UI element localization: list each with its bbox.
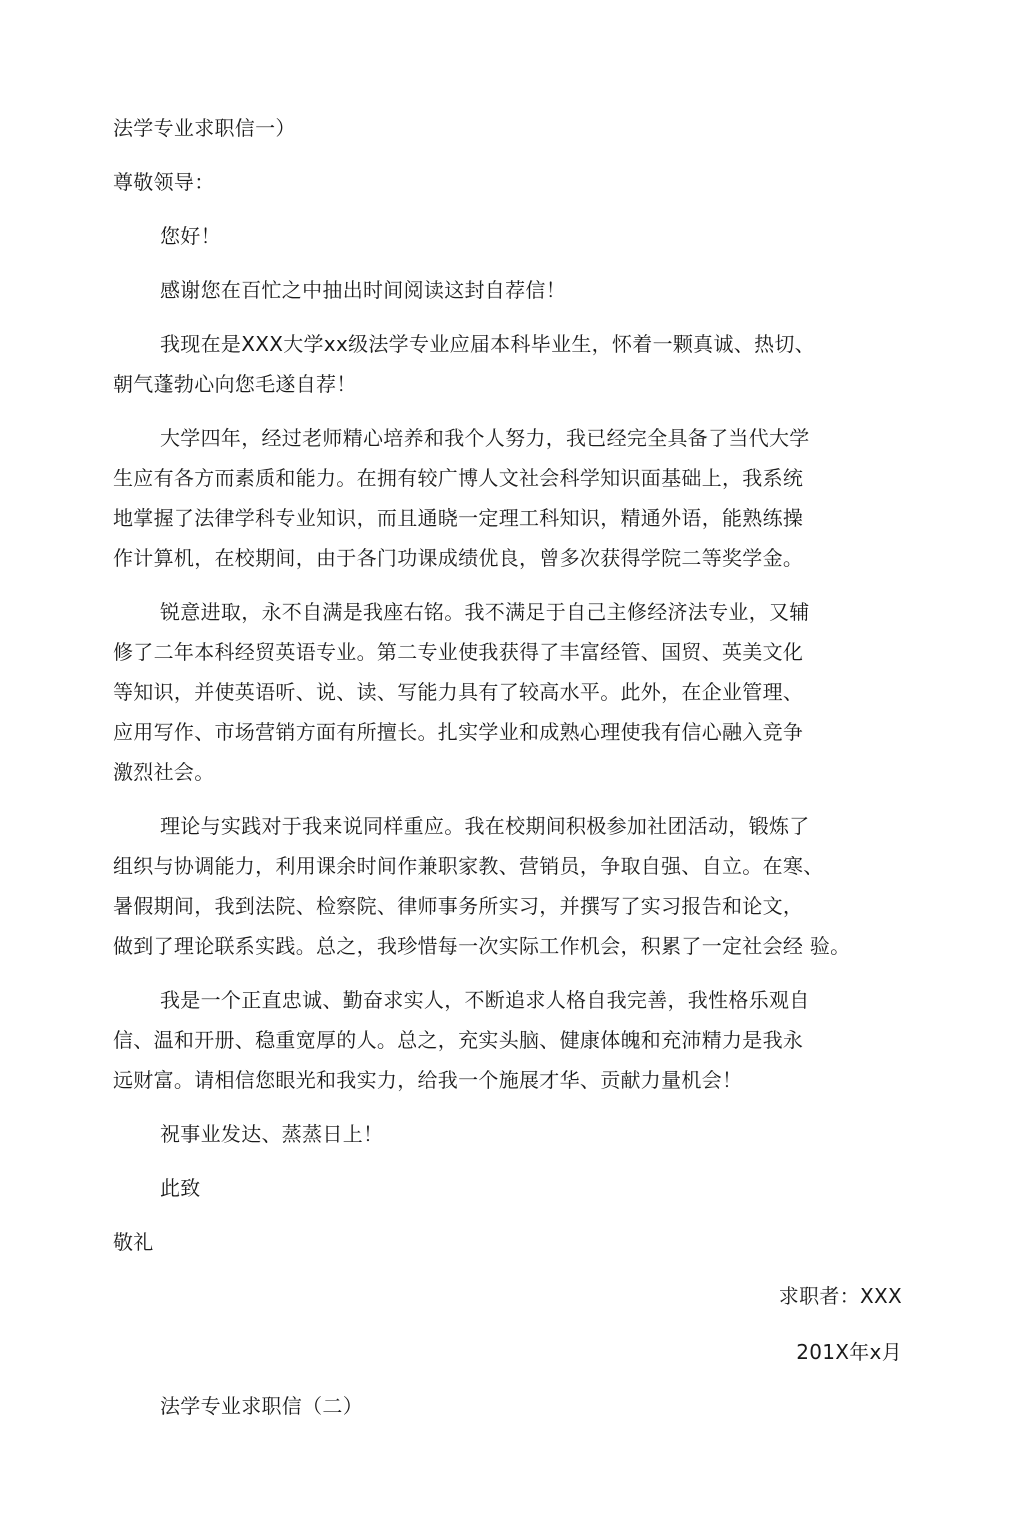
practice-line: 做到了理论联系实践。总之，我珍惜每一次实际工作机会，积累了一定社会经 验。 (113, 934, 851, 958)
signature: 求职者：XXX (778, 1284, 902, 1308)
study-line: 大学四年，经过老师精心培养和我个人努力，我已经完全具备了当代大学 (160, 426, 810, 450)
letter-title: 法学专业求职信一） (113, 116, 296, 140)
motto-line: 激烈社会。 (113, 760, 215, 784)
character-line: 信、温和开册、稳重宽厚的人。总之，充实头脑、健康体魄和充沛精力是我永 (113, 1028, 804, 1052)
motto-line: 等知识，并使英语听、说、读、写能力具有了较高水平。此外，在企业管理、 (113, 680, 804, 704)
salutation: 尊敬领导： (113, 170, 215, 194)
practice-line: 理论与实践对于我来说同样重应。我在校期间积极参加社团活动，锻炼了 (160, 814, 810, 838)
motto-line: 修了二年本科经贸英语专业。第二专业使我获得了丰富经管、国贸、英美文化 (113, 640, 804, 664)
practice-line: 组织与协调能力，利用课余时间作兼职家教、营销员，争取自强、自立。在寒、 (113, 854, 824, 878)
character-line: 我是一个正直忠诚、勤奋求实人，不断追求人格自我完善，我性格乐观自 (160, 988, 810, 1012)
intro-line: 朝气蓬勃心向您毛遂自荐！ (113, 372, 357, 396)
thanks-line: 感谢您在百忙之中抽出时间阅读这封自荐信！ (160, 278, 566, 302)
practice-line: 暑假期间，我到法院、检察院、律师事务所实习，并撰写了实习报告和论文， (113, 894, 804, 918)
greeting: 您好！ (160, 224, 221, 248)
study-line: 地掌握了法律学科专业知识，而且通晓一定理工科知识，精通外语，能熟练操 (113, 506, 804, 530)
wish-line: 祝事业发达、蒸蒸日上！ (160, 1122, 384, 1146)
intro-line: 我现在是XXX大学xx级法学专业应届本科毕业生，怀着一颗真诚、热切、 (160, 332, 815, 356)
date: 201X年x月 (796, 1340, 902, 1364)
motto-line: 应用写作、市场营销方面有所擅长。扎实学业和成熟心理使我有信心融入竞争 (113, 720, 804, 744)
regards-line: 敬礼 (113, 1230, 154, 1254)
study-line: 作计算机，在校期间，由于各门功课成绩优良，曾多次获得学院二等奖学金。 (113, 546, 804, 570)
letter2-title: 法学专业求职信（二） (160, 1394, 363, 1418)
closing-line: 此致 (160, 1176, 201, 1200)
motto-line: 锐意进取，永不自满是我座右铭。我不满足于自己主修经济法专业，又辅 (160, 600, 810, 624)
character-line: 远财富。请相信您眼光和我实力，给我一个施展才华、贡献力量机会！ (113, 1068, 743, 1092)
study-line: 生应有各方而素质和能力。在拥有较广博人文社会科学知识面基础上，我系统 (113, 466, 804, 490)
